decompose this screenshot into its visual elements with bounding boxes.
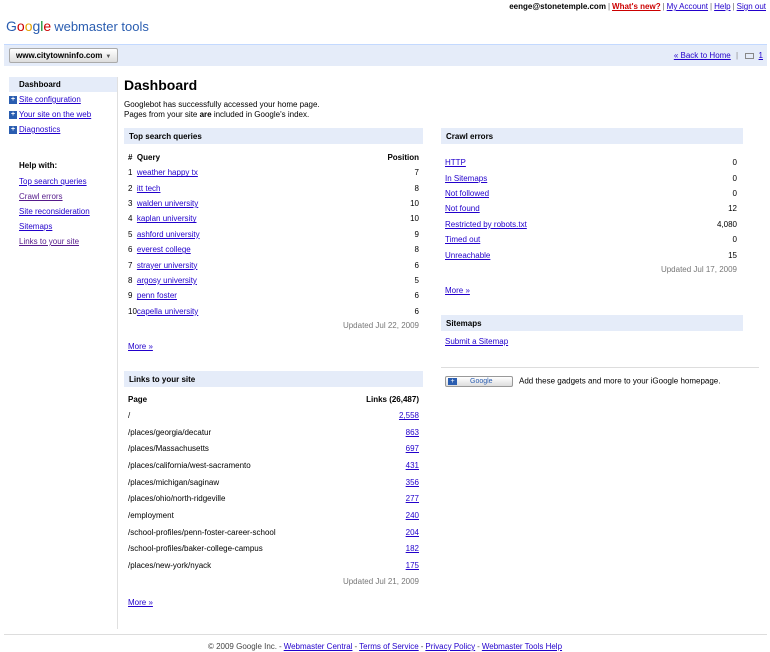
position-value: 5 xyxy=(414,275,419,285)
crawl-error-count: 0 xyxy=(732,158,737,168)
links-more-link[interactable]: More » xyxy=(128,598,153,607)
query-link[interactable]: itt tech xyxy=(136,183,161,193)
query-link[interactable]: kaplan university xyxy=(136,214,197,224)
help-link-site-reconsideration[interactable]: Site reconsideration xyxy=(19,207,90,216)
links-updated-timestamp: Updated Jul 21, 2009 xyxy=(342,577,419,586)
footer: © 2009 Google Inc. - Webmaster Central - Terms of Service - Privacy Policy - Webmaster Tools Help xyxy=(207,642,563,651)
account-bar: eenge@stonetemple.com | What's new? | My Account | Help | Sign out xyxy=(509,2,766,11)
crawl-error-count: 15 xyxy=(728,250,737,260)
links-count-link[interactable]: 182 xyxy=(405,544,419,554)
crawl-error-count: 4,080 xyxy=(716,219,737,229)
table-row xyxy=(124,288,423,303)
column-header-number: # xyxy=(128,153,133,162)
sitemaps-header: Sitemaps xyxy=(441,315,743,331)
page-path: /employment xyxy=(128,510,174,520)
table-row xyxy=(124,257,423,272)
links-count-link[interactable]: 175 xyxy=(405,561,419,571)
crawl-error-type-link[interactable]: Not found xyxy=(445,204,480,214)
table-header-row xyxy=(124,150,423,165)
query-link[interactable]: everest college xyxy=(136,245,191,255)
row-number: 8 xyxy=(128,275,133,285)
crawl-error-count: 0 xyxy=(732,188,737,198)
query-link[interactable]: strayer university xyxy=(136,260,198,270)
row-number: 2 xyxy=(128,183,133,193)
table-row xyxy=(124,440,423,457)
links-count-link[interactable]: 863 xyxy=(405,427,419,437)
crawl-errors-header: Crawl errors xyxy=(441,128,743,144)
column-header-links: Links (26,487) xyxy=(366,395,419,404)
page-path: /places/ohio/north-ridgeville xyxy=(128,494,226,504)
add-to-igoogle-button[interactable] xyxy=(445,376,513,387)
column-header-page: Page xyxy=(128,395,148,404)
help-link-top-search-queries[interactable]: Top search queries xyxy=(19,177,87,186)
table-row xyxy=(124,196,423,211)
page-path: /places/new-york/nyack xyxy=(128,561,212,571)
table-row xyxy=(124,524,423,541)
table-row xyxy=(124,557,423,574)
table-row xyxy=(441,186,743,201)
sidebar-item-label[interactable]: Site configuration xyxy=(19,95,81,104)
igoogle-button-label: Google xyxy=(470,378,493,385)
table-row xyxy=(124,180,423,195)
help-link-crawl-errors[interactable]: Crawl errors xyxy=(19,192,63,201)
table-row xyxy=(441,170,743,185)
table-row xyxy=(124,474,423,491)
position-value: 6 xyxy=(414,260,419,270)
table-row xyxy=(124,507,423,524)
crawl-error-type-link[interactable]: Timed out xyxy=(445,235,481,245)
crawl-more-link[interactable]: More » xyxy=(445,286,470,295)
row-number: 9 xyxy=(128,291,133,301)
footer-link-privacy-policy[interactable]: Privacy Policy xyxy=(425,642,476,651)
crawl-error-type-link[interactable]: Not followed xyxy=(445,188,490,198)
page-path: /places/michigan/saginaw xyxy=(128,477,220,487)
table-row xyxy=(441,155,743,170)
page-path: / xyxy=(128,410,131,420)
footer-link-webmaster-central[interactable]: Webmaster Central xyxy=(283,642,353,651)
row-number: 5 xyxy=(128,229,133,239)
position-value: 6 xyxy=(414,306,419,316)
igoogle-gadget-row xyxy=(441,367,759,387)
row-number: 1 xyxy=(128,168,133,178)
sidebar-divider xyxy=(117,77,118,629)
top-search-queries-table xyxy=(124,150,423,319)
links-to-your-site-header: Links to your site xyxy=(124,371,423,387)
crawl-error-type-link[interactable]: Unreachable xyxy=(445,250,491,260)
copyright: © 2009 Google Inc. xyxy=(207,642,278,651)
footer-link-webmaster-tools-help[interactable]: Webmaster Tools Help xyxy=(481,642,563,651)
links-count-link[interactable]: 240 xyxy=(405,510,419,520)
sidebar-item-diagnostics[interactable] xyxy=(9,122,117,137)
crawl-error-type-link[interactable]: HTTP xyxy=(445,158,466,168)
table-row xyxy=(124,541,423,558)
table-row xyxy=(441,247,743,262)
whats-new-link[interactable]: What's new? xyxy=(612,2,661,11)
position-value: 6 xyxy=(414,291,419,301)
table-row xyxy=(124,242,423,257)
back-to-home-link[interactable]: « Back to Home xyxy=(673,51,731,60)
sidebar-item-label[interactable]: Diagnostics xyxy=(19,125,61,134)
query-link[interactable]: ashford university xyxy=(136,229,200,239)
table-row xyxy=(124,227,423,242)
queries-updated-timestamp: Updated Jul 22, 2009 xyxy=(342,321,419,330)
query-link[interactable]: weather happy tx xyxy=(136,168,198,178)
table-row xyxy=(441,232,743,247)
site-selector[interactable] xyxy=(9,48,118,63)
site-bar xyxy=(4,44,767,66)
help-link-sitemaps[interactable]: Sitemaps xyxy=(19,222,53,231)
plus-icon: + xyxy=(448,378,457,385)
footer-divider xyxy=(4,634,767,635)
mail-icon[interactable] xyxy=(745,53,754,59)
table-row xyxy=(441,201,743,216)
crawl-error-count: 0 xyxy=(732,173,737,183)
sidebar xyxy=(9,77,117,249)
crawl-error-count: 12 xyxy=(728,204,737,214)
google-wordmark: Google xyxy=(6,18,52,34)
expand-plus-icon[interactable]: + xyxy=(10,110,16,118)
crawl-error-type-link[interactable]: In Sitemaps xyxy=(445,173,488,183)
top-search-queries-header: Top search queries xyxy=(124,128,423,144)
page-title: Dashboard xyxy=(124,77,198,93)
table-row xyxy=(124,424,423,441)
table-row xyxy=(124,407,423,424)
page-path: /school-profiles/penn-foster-career-school xyxy=(128,527,276,537)
table-row xyxy=(124,211,423,226)
site-selector-value: www.citytowninfo.com xyxy=(16,51,103,60)
table-row xyxy=(124,273,423,288)
links-count-link[interactable]: 204 xyxy=(405,527,419,537)
row-number: 3 xyxy=(128,198,133,208)
row-number: 6 xyxy=(128,245,133,255)
crawl-error-count: 0 xyxy=(732,235,737,245)
query-link[interactable]: walden university xyxy=(136,198,199,208)
status-line-1: Googlebot has successfully accessed your home page. xyxy=(124,100,320,109)
table-row xyxy=(124,165,423,180)
sidebar-item-site-configuration[interactable] xyxy=(9,92,117,107)
row-number: 7 xyxy=(128,260,133,270)
position-value: 10 xyxy=(410,198,419,208)
position-value: 8 xyxy=(414,183,419,193)
igoogle-gadget-text: Add these gadgets and more to your iGoogle homepage. xyxy=(519,376,721,386)
crawl-error-type-link[interactable]: Restricted by robots.txt xyxy=(445,219,527,229)
table-row xyxy=(124,490,423,507)
links-count-link[interactable]: 697 xyxy=(405,444,419,454)
position-value: 9 xyxy=(414,229,419,239)
row-number: 10 xyxy=(128,306,137,316)
status-line-2: Pages from your site are included in Google's index. xyxy=(124,110,310,119)
links-count-link[interactable]: 356 xyxy=(405,477,419,487)
row-number: 4 xyxy=(128,214,133,224)
footer-link-terms-of-service[interactable]: Terms of Service xyxy=(359,642,419,651)
help-with-heading: Help with: xyxy=(19,161,58,170)
sidebar-item-dashboard[interactable]: Dashboard xyxy=(9,77,117,92)
queries-more-link[interactable]: More » xyxy=(128,342,153,351)
column-header-query: Query xyxy=(136,153,161,162)
user-email: eenge@stonetemple.com xyxy=(509,2,606,11)
position-value: 10 xyxy=(410,214,419,224)
message-count[interactable]: 1 xyxy=(758,51,763,60)
links-count-link[interactable]: 2,558 xyxy=(398,410,419,420)
sign-out-link[interactable]: Sign out xyxy=(736,2,766,11)
links-count-link[interactable]: 277 xyxy=(405,494,419,504)
page-path: /school-profiles/baker-college-campus xyxy=(128,544,263,554)
help-link[interactable]: Help xyxy=(714,2,731,11)
position-value: 8 xyxy=(414,245,419,255)
page-path: /places/Massachusetts xyxy=(128,444,209,454)
sidebar-item-label[interactable]: Your site on the web xyxy=(19,110,92,119)
page-path: /places/georgia/decatur xyxy=(128,427,212,437)
my-account-link[interactable]: My Account xyxy=(666,2,709,11)
query-link[interactable]: penn foster xyxy=(136,291,177,301)
help-link-links-to-your-site[interactable]: Links to your site xyxy=(19,237,80,246)
product-name: webmaster tools xyxy=(54,19,149,34)
webmaster-tools-logo[interactable] xyxy=(6,18,149,34)
query-link[interactable]: capella university xyxy=(136,306,199,316)
table-header-row xyxy=(124,392,423,407)
table-row xyxy=(441,217,743,232)
column-header-position: Position xyxy=(387,153,419,162)
expand-plus-icon[interactable]: + xyxy=(10,95,16,103)
submit-sitemap-link[interactable]: Submit a Sitemap xyxy=(445,337,509,346)
expand-plus-icon[interactable]: + xyxy=(10,125,16,133)
links-to-your-site-table xyxy=(124,392,423,574)
links-count-link[interactable]: 431 xyxy=(405,460,419,470)
page-path: /places/california/west-sacramento xyxy=(128,460,251,470)
status-message xyxy=(124,100,320,120)
table-row xyxy=(124,304,423,319)
sidebar-item-your-site-on-the-web[interactable] xyxy=(9,107,117,122)
position-value: 7 xyxy=(414,168,419,178)
crawl-updated-timestamp: Updated Jul 17, 2009 xyxy=(660,265,737,274)
chevron-down-icon: ▼ xyxy=(105,54,112,60)
query-link[interactable]: argosy university xyxy=(136,275,197,285)
table-row xyxy=(124,457,423,474)
sitebar-actions: « Back to Home | 1 xyxy=(673,51,763,60)
crawl-errors-table xyxy=(441,155,743,263)
